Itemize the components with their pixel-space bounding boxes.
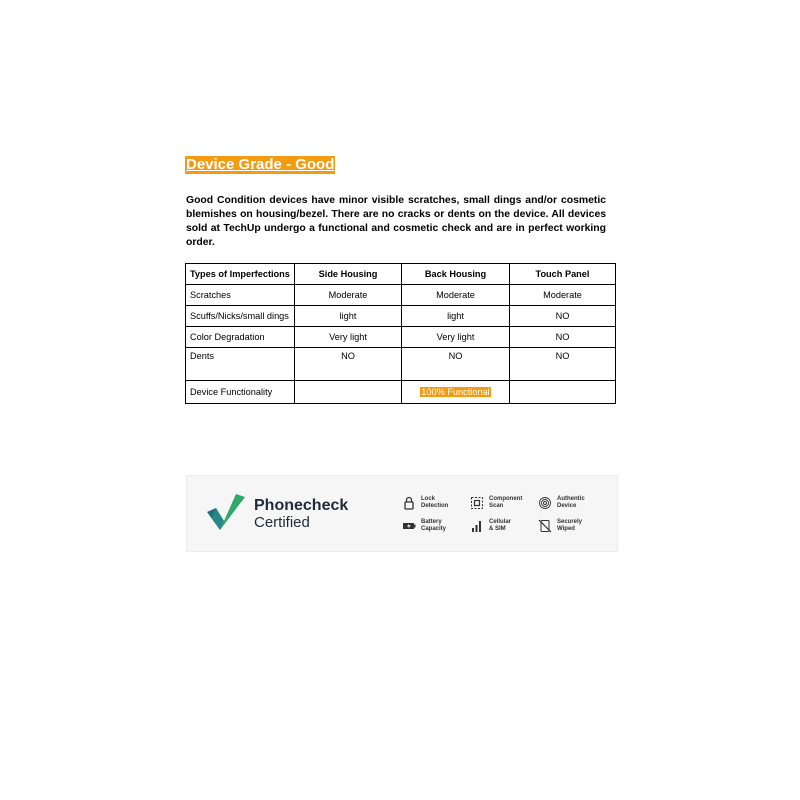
feature-label: Cellular & SIM xyxy=(489,519,512,532)
header-side-housing: Side Housing xyxy=(295,264,402,285)
cell-back: Very light xyxy=(402,327,510,348)
phonecheck-logo-icon xyxy=(207,494,245,530)
feature-label: Lock Detection xyxy=(421,496,449,509)
feature-authentic-device xyxy=(538,496,591,510)
imperfections-table xyxy=(185,263,616,404)
cell-touch: Moderate xyxy=(510,285,616,306)
header-touch-panel: Touch Panel xyxy=(510,264,616,285)
cell-back xyxy=(402,381,510,404)
cell-back: NO xyxy=(402,348,510,381)
signal-icon xyxy=(470,519,484,533)
phonecheck-subtitle: Certified xyxy=(254,514,310,531)
cell-type: Color Degradation xyxy=(186,327,295,348)
feature-label: Component Scan xyxy=(489,496,523,509)
feature-battery-capacity xyxy=(402,519,455,533)
cell-side xyxy=(295,381,402,404)
cell-side: light xyxy=(295,306,402,327)
cell-side: Moderate xyxy=(295,285,402,306)
table-header-row xyxy=(186,264,616,285)
cell-touch: NO xyxy=(510,306,616,327)
phonecheck-name: Phonecheck xyxy=(254,497,349,514)
grade-description: Good Condition devices have minor visible scratches, small dings and/or cosmetic blemishes on housing/bezel. There are no cracks or dents on the device. All devices sold at TechUp undergo a functional and cosmetic check and are in perfect working order. xyxy=(186,195,606,248)
header-back-housing: Back Housing xyxy=(402,264,510,285)
wiped-icon xyxy=(538,519,552,533)
cell-type: Dents xyxy=(186,348,295,381)
cell-back: light xyxy=(402,306,510,327)
cell-type: Scratches xyxy=(186,285,295,306)
feature-label: Battery Capacity xyxy=(421,519,447,532)
page-title: Device Grade - Good xyxy=(186,156,335,173)
fingerprint-icon xyxy=(538,496,552,510)
table-row xyxy=(186,285,616,306)
phonecheck-banner xyxy=(186,475,618,552)
functional-highlight: 100% Functional xyxy=(421,387,490,397)
feature-label: Authentic Device xyxy=(557,496,585,509)
feature-lock-detection xyxy=(402,496,455,510)
table-row xyxy=(186,306,616,327)
cell-back: Moderate xyxy=(402,285,510,306)
cell-touch: NO xyxy=(510,348,616,381)
table-row xyxy=(186,348,616,381)
table-row xyxy=(186,327,616,348)
cell-touch: NO xyxy=(510,327,616,348)
feature-securely-wiped xyxy=(538,519,591,533)
table-row xyxy=(186,381,616,404)
cell-side: NO xyxy=(295,348,402,381)
feature-label: Securely Wiped xyxy=(557,519,583,532)
lock-icon xyxy=(402,496,416,510)
cell-touch xyxy=(510,381,616,404)
cell-side: Very light xyxy=(295,327,402,348)
component-scan-icon xyxy=(470,496,484,510)
feature-component-scan xyxy=(470,496,523,510)
feature-cellular-sim xyxy=(470,519,523,533)
cell-type: Scuffs/Nicks/small dings xyxy=(186,306,295,327)
cell-type: Device Functionality xyxy=(186,381,295,404)
header-types: Types of Imperfections xyxy=(186,264,295,285)
battery-icon xyxy=(402,519,416,533)
